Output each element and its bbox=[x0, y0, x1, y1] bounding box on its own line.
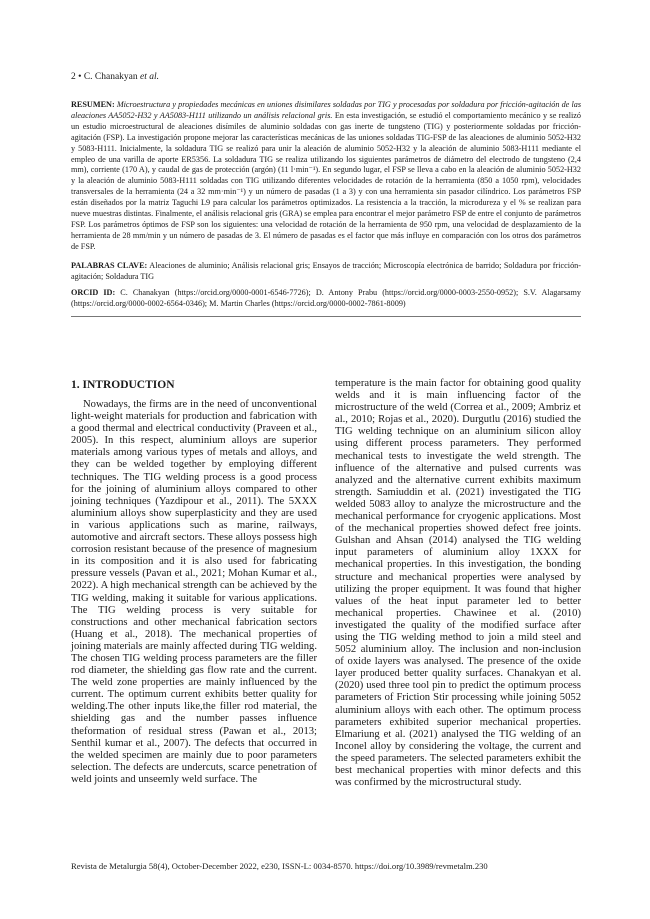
abstract-title: Microestructura y propiedades mecánicas en uniones disimilares soldadas por TIG y procesadas por soldadura por fricción-agitación de las aleaciones AA5052-H32 y AA5083-H111 utilizando un análisis relacional gris. bbox=[71, 100, 582, 120]
running-head-etal: et al. bbox=[140, 72, 160, 82]
divider bbox=[71, 316, 581, 317]
orcid-label: ORCID ID: bbox=[71, 288, 116, 297]
section-title: 1. INTRODUCTION bbox=[71, 379, 175, 391]
right-column bbox=[335, 378, 581, 789]
left-column bbox=[71, 399, 317, 786]
orcid-ids bbox=[71, 288, 581, 310]
footer: Revista de Metalurgia 58(4), October-December 2022, e230, ISSN-L: 0034-8570. https://doi.org/10.3989/revmetalm.230 bbox=[71, 861, 488, 871]
abstract-body: En esta investigación, se estudió el comportamiento mecánico y se realizó un estudio microestructural de aleaciones disímiles de aluminio soldadas con gas inerte de tungsteno (TIG) y posteriormente soldadas por fricción-agitación (FSP). La investigación propone mejorar las características mecánicas de las uniones soldadas TIG-FSP de las aleaciones de aluminio 5052-H32 y 5083-H111. Inicialmente, la soldadura TIG se realizó para unir la aleación de aluminio 5052-H32 y la aleación de aluminio 5083-H111 mediante el empleo de una varilla de aporte ER5356. La soldadura TIG se realiza utilizando los siguientes parámetros de diámetro del electrodo de tungsteno (2,4 mm), corriente (170 A), y caudal de gas de protección (argón) (11 l·min⁻¹). En segundo lugar, el FSP se lleva a cabo en la aleación de aluminio 5052-H32 y la aleación de aluminio 5083-H111 soldadas con TIG utilizando diferentes velocidades de rotación de la herramienta (850 a 1050 rpm), velocidades transversales de la herramienta (24 a 32 mm·min⁻¹) y un número de pasadas (1 a 3) y con una herramienta sin pasador cilíndrico. Los parámetros FSP están diseñados por la matriz Taguchi L9 para calcular los parámetros optimizados. La resistencia a la tracción, la microdureza y el % se realizan para nueve muestras distintas. Finalmente, el análisis relacional gris (GRA) se emplea para encontrar el mejor parámetro FSP de entre el conjunto de parámetros FSP. Los parámetros óptimos de FSP son los siguientes: una velocidad de rotación de la herramienta de 950 rpm, una velocidad de desplazamiento de la herramienta de 28 mm/min y un número de pasadas de 3. El número de pasadas es el factor que más influye en comparación con los otros dos parámetros de FSP. bbox=[71, 110, 581, 251]
page-number: 2 bbox=[71, 72, 76, 82]
right-column-text: temperature is the main factor for obtaining good quality welds and it is main influencing factor of the microstructure of the weld (Correa et al., 2009; Ambriz et al., 2010; Rojas et al., 2020). Durgutlu (2016) studied the TIG welding technique on an aluminium silicon alloy using different process parameters. They performed mechanical tests to investigate the weld strength. The influence of the alternative and pulsed currents was analyzed and the alternative current exhibits maximum strength. Samiuddin et al. (2021) investigated the TIG welded 5083 alloy to analyze the microstructure and the mechanical performance for cryogenic applications. Most of the mechanical properties showed defect free joints. Gulshan and Ahsan (2014) analysed the TIG welding input parameters of aluminium alloy 1XXX for mechanical properties. In this investigation, the bonding structure and mechanical properties were analysed by utilizing the proper equipment. It was found that higher values of the heat input parameter led to better mechanical properties. Chawinee et al. (2010) investigated the quality of the modified surface after using the TIG welding method to join a mild steel and 5052 aluminium alloy. The inclusion and non-inclusion of oxide layers was analysed. The presence of the oxide layer produced better quality surfaces. Chanakyan et al. (2020) used three tool pin to predict the optimum process parameters of Friction Stir processing while joining 5052 aluminium alloys with each other. The optimum process parameters exhibited superior mechanical properties. Elmariung et al. (2021) analysed the TIG welding of an Inconel alloy by considering the voltage, the current and the speed parameters. The selected parameters exhibit the best mechanical properties with minor defects and this was confirmed by the microstructural study. bbox=[335, 378, 581, 789]
left-column-text: Nowadays, the firms are in the need of unconventional light-weight materials for production and fabrication with a good thermal and electrical conductivity (Praveen et al., 2005). In this respect, aluminium alloys are superior materials among various types of metals and alloys, and they can be welded together by employing different techniques. The TIG welding process is a good process for the joining of aluminium alloys compared to other joining techniques (Yazdipour et al., 2011). The 5XXX aluminium alloys show superplasticity and they are used in various applications such as marine, railways, automotive and aircraft sectors. These alloys possess high corrosion resistant because of the presence of magnesium in its composition and it is also used for fabricating pressure vessels (Pavan et al., 2021; Mohan Kumar et al., 2022). A high mechanical strength can be achieved by the TIG welding, making it suitable for various applications. The TIG welding process is very suitable for constructions and other mechanical fabrication sectors (Huang et al., 2018). The mechanical properties of joining materials are mainly affected during TIG welding. The chosen TIG welding process parameters are the filler rod diameter, the shielding gas flow rate and the current. The weld zone properties are mainly influenced by the current. The optimum current exhibits better quality for welding.The other inputs like,the filler rod material, the shielding gas and the number passes influence theformation of residual stress (Pawan et al., 2013; Senthil kumar et al., 2007). The defects that occurred in the welded specimen are mainly due to poor parameters selection. The defects are undercuts, scarce penetration of weld joints and unseemly weld surface. The bbox=[71, 399, 317, 785]
abstract bbox=[71, 100, 581, 253]
abstract-label: RESUMEN: bbox=[71, 100, 115, 109]
keywords-label: PALABRAS CLAVE: bbox=[71, 261, 148, 270]
keywords bbox=[71, 261, 581, 283]
keywords-text: Aleaciones de aluminio; Análisis relacional gris; Ensayos de tracción; Microscopía electrónica de barrido; Soldadura por fricción-agitación; Soldadura TIG bbox=[71, 261, 581, 281]
running-head: 2 • C. Chanakyan et al. bbox=[71, 72, 160, 82]
running-head-authors: C. Chanakyan bbox=[83, 72, 138, 82]
orcid-text: C. Chanakyan (https://orcid.org/0000-0001-6546-7726); D. Antony Prabu (https://orcid.org/0000-0003-2550-0952); S.V. Alagarsamy (https://orcid.org/0000-0002-6564-0346); M. Martin Charles (https://orcid.org/0000-0002-7861-8009) bbox=[71, 288, 581, 308]
